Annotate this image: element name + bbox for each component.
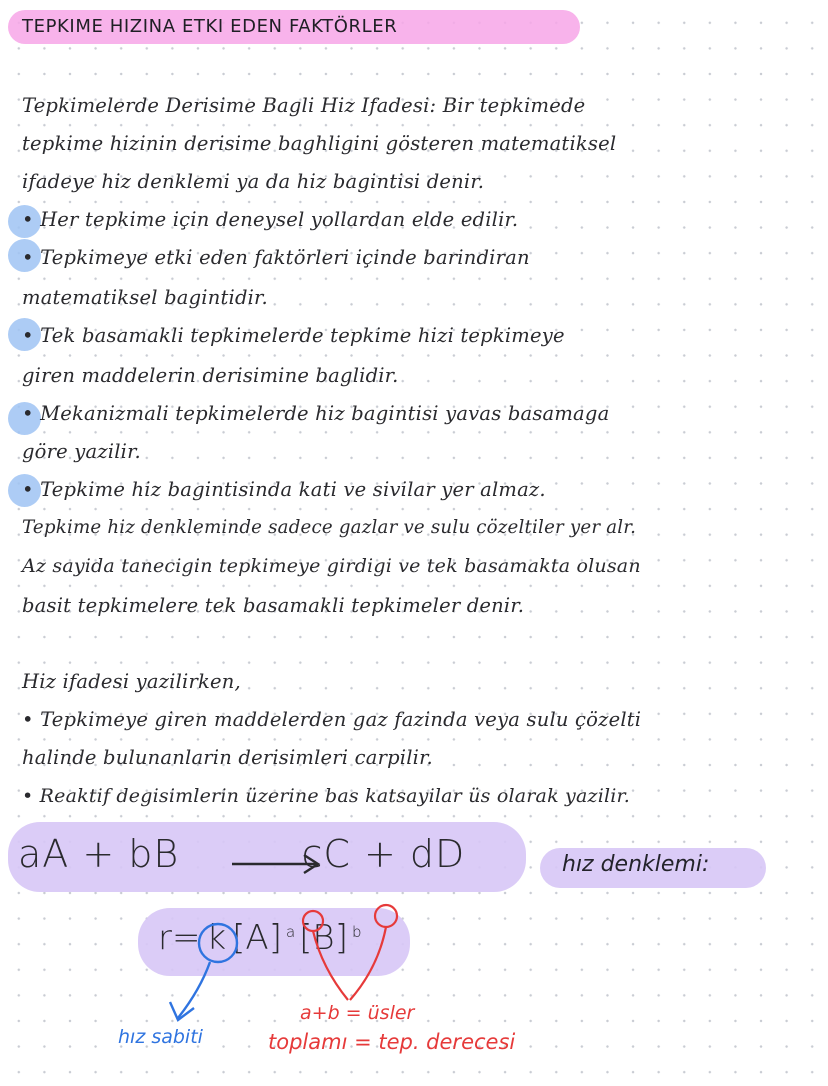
text-line: tepkime hizinin derisime baghligini gösteren matematiksel bbox=[22, 132, 617, 155]
rate-symbol: r= bbox=[158, 918, 201, 958]
rate-constant-note: hız sabiti bbox=[118, 1026, 203, 1048]
page-title: TEPKIME HIZINA ETKI EDEN FAKTÖRLER bbox=[22, 16, 398, 37]
text-line: matematiksel bagintidir. bbox=[22, 286, 268, 309]
text-line: • Tek basamakli tepkimelerde tepkime hizi tepkimeye bbox=[22, 324, 565, 347]
text-line: Az sayida tanecigin tepkimeye girdigi ve tek basamakta olusan bbox=[22, 555, 641, 577]
reaction-equation bbox=[18, 832, 465, 876]
text-line: • Mekanizmali tepkimelerde hiz bagintisi yavas basamaga bbox=[22, 402, 610, 425]
exponent-note-line1: a+b = üsler bbox=[300, 1002, 415, 1024]
text-line: giren maddelerin derisimine baglidir. bbox=[22, 364, 399, 387]
reactants: aA + bB bbox=[18, 832, 180, 876]
exponent-a: a bbox=[285, 922, 296, 941]
text-line: • Tepkimeye giren maddelerden gaz fazinda veya sulu çözelti bbox=[22, 708, 642, 731]
concentration-a: [A] bbox=[232, 918, 282, 958]
text-line: Tepkime hiz denkleminde sadece gazlar ve sulu cözeltiler yer alr. bbox=[22, 517, 637, 538]
concentration-b: [B] bbox=[299, 918, 348, 958]
rate-equation-label: hız denklemi: bbox=[562, 852, 710, 877]
text-line: • Tepkimeye etki eden faktörleri içinde barindiran bbox=[22, 246, 530, 269]
text-line: • Reaktif degisimlerin üzerine bas katsayilar üs olarak yazilir. bbox=[22, 785, 630, 807]
text-line: • Tepkime hiz bagintisinda kati ve sivilar yer almaz. bbox=[22, 478, 546, 501]
rate-law bbox=[158, 918, 366, 958]
exponent-note-line2: toplamı = tep. derecesi bbox=[268, 1030, 516, 1054]
text-line: • Her tepkime için deneysel yollardan elde edilir. bbox=[22, 208, 519, 231]
products: cC + dD bbox=[301, 832, 466, 876]
text-line: basit tepkimelere tek basamakli tepkimeler denir. bbox=[22, 594, 525, 617]
text-line: halinde bulunanlarin derisimleri carpilir. bbox=[22, 746, 433, 769]
exponent-b: b bbox=[351, 922, 362, 941]
rate-constant: k bbox=[206, 918, 227, 958]
text-line: Tepkimelerde Derisime Bagli Hiz Ifadesi: Bir tepkimede bbox=[22, 94, 586, 117]
text-line: göre yazilir. bbox=[22, 440, 141, 463]
text-line: Hiz ifadesi yazilirken, bbox=[22, 670, 241, 693]
text-line: ifadeye hiz denklemi ya da hiz bagintisi denir. bbox=[22, 170, 485, 193]
